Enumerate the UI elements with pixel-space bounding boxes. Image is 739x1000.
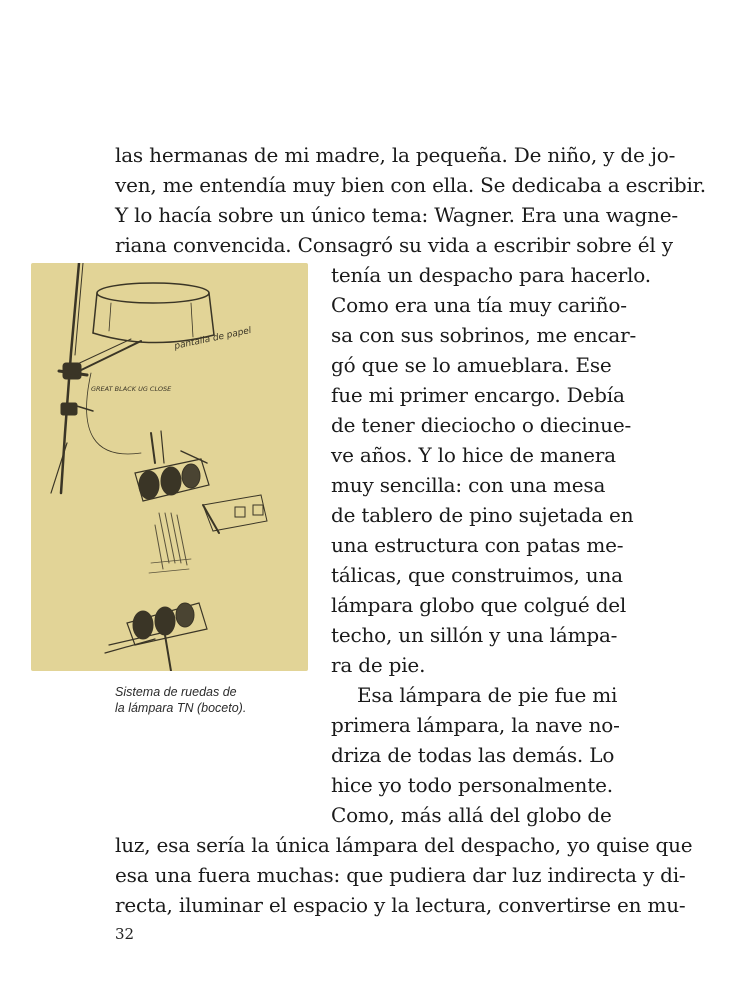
body-line: luz, esa sería la única lámpara del despacho, yo quise que xyxy=(115,833,693,857)
body-line: fue mi primer encargo. Debía xyxy=(331,383,625,407)
body-line: Como era una tía muy cariño- xyxy=(331,293,627,317)
body-line: driza de todas las demás. Lo xyxy=(331,743,615,767)
body-line: gó que se lo amueblara. Ese xyxy=(331,353,612,377)
body-line: las hermanas de mi madre, la pequeña. De niño, y de jo- xyxy=(115,143,676,167)
body-line: Como, más allá del globo de xyxy=(331,803,612,827)
sketch-note-mechanism: GREAT BLACK UG CLOSE xyxy=(91,385,172,393)
body-line: primera lámpara, la nave no- xyxy=(331,713,620,737)
figure-caption xyxy=(115,684,315,716)
body-line: ve años. Y lo hice de manera xyxy=(331,443,616,467)
sketch-note-pantalla: pantalla de papel xyxy=(173,325,253,352)
body-line: tálicas, que construimos, una xyxy=(331,563,623,587)
body-line: recta, iluminar el espacio y la lectura, convertirse en mu- xyxy=(115,893,686,917)
body-line: techo, un sillón y una lámpa- xyxy=(331,623,618,647)
page-number: 32 xyxy=(115,925,135,943)
body-line: ven, me entendía muy bien con ella. Se dedicaba a escribir. xyxy=(115,173,706,197)
body-line: ra de pie. xyxy=(331,653,426,677)
caption-line: la lámpara TN (boceto). xyxy=(115,701,247,715)
body-line: muy sencilla: con una mesa xyxy=(331,473,606,497)
lamp-sketch-drawing xyxy=(31,263,308,671)
body-line: una estructura con patas me- xyxy=(331,533,624,557)
body-line: Y lo hacía sobre un único tema: Wagner. Era una wagne- xyxy=(115,203,678,227)
body-line: esa una fuera muchas: que pudiera dar luz indirecta y di- xyxy=(115,863,686,887)
lamp-sketch-image xyxy=(31,263,308,671)
body-line: tenía un despacho para hacerlo. xyxy=(331,263,651,287)
body-line: Esa lámpara de pie fue mi xyxy=(357,683,618,707)
body-line: hice yo todo personalmente. xyxy=(331,773,613,797)
body-line: lámpara globo que colgué del xyxy=(331,593,627,617)
body-line: de tablero de pino sujetada en xyxy=(331,503,634,527)
body-line: de tener dieciocho o diecinue- xyxy=(331,413,632,437)
body-line: sa con sus sobrinos, me encar- xyxy=(331,323,637,347)
body-line: riana convencida. Consagró su vida a escribir sobre él y xyxy=(115,233,673,257)
caption-line: Sistema de ruedas de xyxy=(115,685,237,699)
